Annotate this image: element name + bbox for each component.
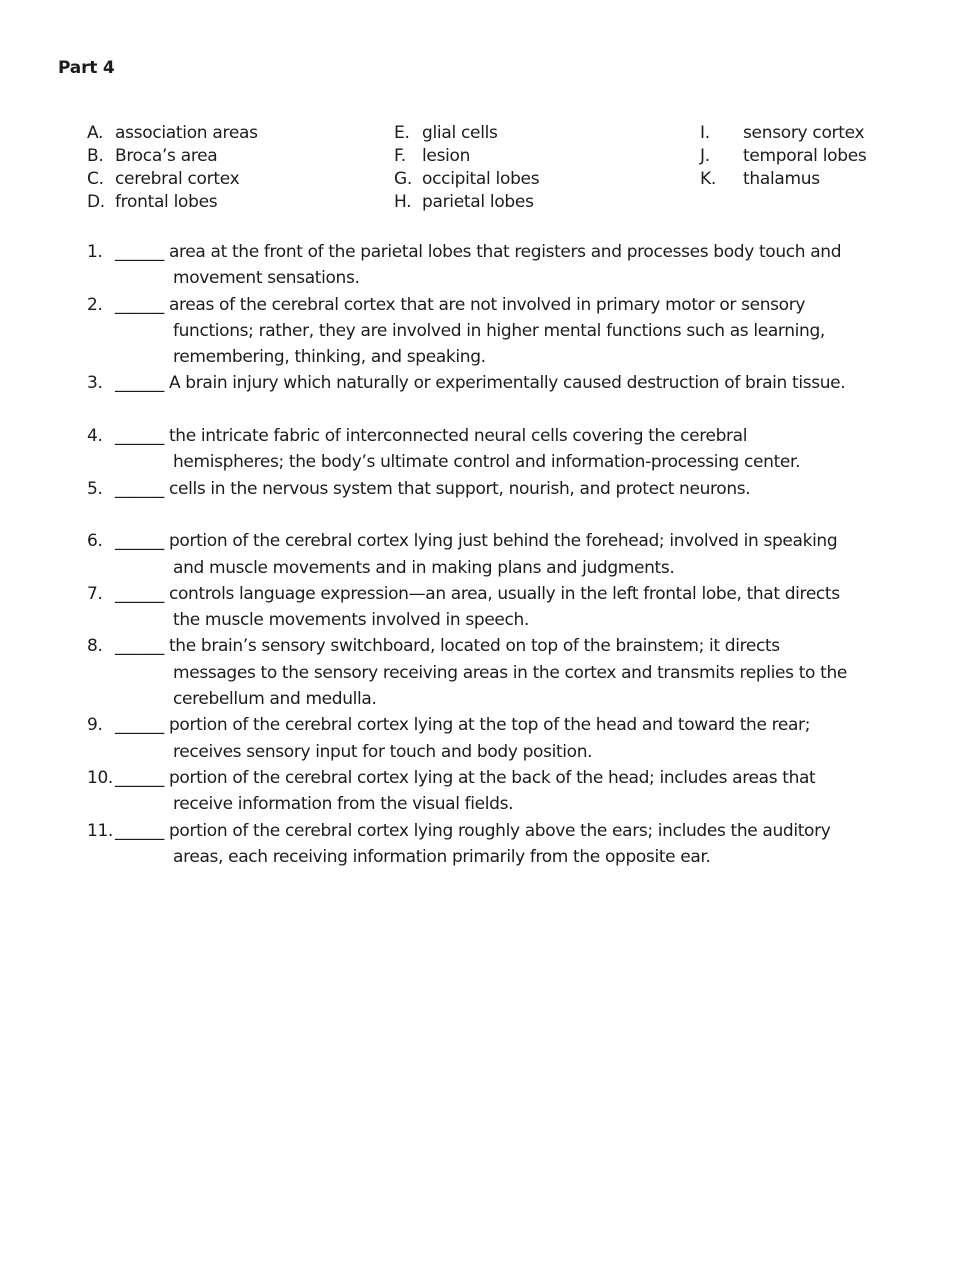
question-number: 11. [87,820,113,841]
word-bank-entry [394,191,539,214]
word-bank-entry [394,168,539,191]
answer-blank[interactable]: ______ [115,715,164,736]
entry-term: temporal lobes [743,146,867,166]
question-text-continued: receive information from the visual fields. [173,794,514,815]
spacer [87,397,927,423]
question-text-continued: messages to the sensory receiving areas in the cortex and transmits replies to the [173,662,847,683]
answer-blank[interactable]: ______ [115,820,164,841]
question-item [87,765,927,818]
entry-term: thalamus [743,169,820,189]
question-number: 5. [87,478,103,499]
answer-blank[interactable]: ______ [115,294,164,315]
answer-blank[interactable]: ______ [115,426,164,447]
word-bank-entry [87,168,258,191]
entry-letter: H. [394,192,412,212]
answer-blank[interactable]: ______ [115,531,164,552]
question-number: 10. [87,767,113,788]
question-item [87,633,927,712]
question-item [87,476,927,502]
question-text-continued: movement sensations. [173,268,360,289]
question-text: portion of the cerebral cortex lying at the top of the head and toward the rear; [168,715,811,736]
entry-term: occipital lobes [422,169,540,189]
question-text: area at the front of the parietal lobes that registers and processes body touch and [168,242,842,262]
question-item [87,370,927,396]
entry-letter: G. [394,169,412,189]
question-item [87,528,927,581]
question-text: areas of the cerebral cortex that are not involved in primary motor or sensory [168,294,806,315]
entry-term: lesion [422,146,471,166]
entry-letter: A. [87,123,104,143]
question-item [87,423,927,476]
question-number: 8. [87,636,103,657]
word-bank-column-1 [87,122,258,214]
entry-term: parietal lobes [422,192,534,212]
answer-blank[interactable]: ______ [115,242,164,262]
question-text-continued: and muscle movements and in making plans and judgments. [173,557,675,578]
question-text-continued: the muscle movements involved in speech. [173,610,530,631]
question-text-continued: remembering, thinking, and speaking. [173,347,486,368]
entry-letter: I. [700,123,710,143]
word-bank-column-2 [394,122,539,214]
entry-term: glial cells [422,123,498,143]
question-text-continued: hemispheres; the body’s ultimate control and information-processing center. [173,452,801,473]
answer-blank[interactable]: ______ [115,767,164,788]
word-bank-entry [87,145,258,168]
question-text-continued: cerebellum and medulla. [173,689,377,710]
question-text-continued: areas, each receiving information primarily from the opposite ear. [173,846,711,867]
word-bank-entry [394,145,539,168]
question-item [87,239,927,292]
question-text-continued: functions; rather, they are involved in higher mental functions such as learning, [173,320,825,341]
entry-letter: F. [394,146,406,166]
question-number: 1. [87,242,103,262]
spacer [87,502,927,528]
question-text: controls language expression—an area, usually in the left frontal lobe, that directs [168,583,840,604]
word-bank-entry [700,122,866,145]
question-text: the intricate fabric of interconnected neural cells covering the cerebral [168,426,748,447]
question-text: portion of the cerebral cortex lying just behind the forehead; involved in speaking [168,531,838,552]
word-bank-column-3 [700,122,866,191]
question-text: the brain’s sensory switchboard, located on top of the brainstem; it directs [168,636,780,657]
question-number: 9. [87,715,103,736]
word-bank-entry [87,122,258,145]
word-bank-entry [700,168,866,191]
entry-term: Broca’s area [115,146,218,166]
entry-letter: C. [87,169,104,189]
word-bank-entry [394,122,539,145]
question-number: 7. [87,583,103,604]
entry-letter: E. [394,123,410,143]
entry-letter: B. [87,146,104,166]
entry-term: cerebral cortex [115,169,240,189]
entry-letter: D. [87,192,105,212]
answer-blank[interactable]: ______ [115,478,164,499]
answer-blank[interactable]: ______ [115,373,164,394]
question-item [87,712,927,765]
question-item [87,581,927,634]
question-list [87,239,927,870]
question-number: 2. [87,294,103,315]
question-number: 3. [87,373,103,394]
question-text: portion of the cerebral cortex lying roughly above the ears; includes the auditory [168,820,831,841]
question-text: A brain injury which naturally or experimentally caused destruction of brain tissue. [168,373,846,394]
entry-term: frontal lobes [115,192,218,212]
answer-blank[interactable]: ______ [115,636,164,657]
question-item [87,292,927,371]
question-number: 6. [87,531,103,552]
question-text: portion of the cerebral cortex lying at the back of the head; includes areas that [168,767,816,788]
question-text: cells in the nervous system that support, nourish, and protect neurons. [168,478,751,499]
entry-letter: K. [700,169,716,189]
word-bank-entry [700,145,866,168]
entry-letter: J. [700,146,710,166]
entry-term: association areas [115,123,258,143]
entry-term: sensory cortex [743,123,865,143]
word-bank-entry [87,191,258,214]
question-text-continued: receives sensory input for touch and body position. [173,741,593,762]
page-title: Part 4 [58,58,115,78]
question-number: 4. [87,426,103,447]
answer-blank[interactable]: ______ [115,583,164,604]
question-item [87,818,927,871]
